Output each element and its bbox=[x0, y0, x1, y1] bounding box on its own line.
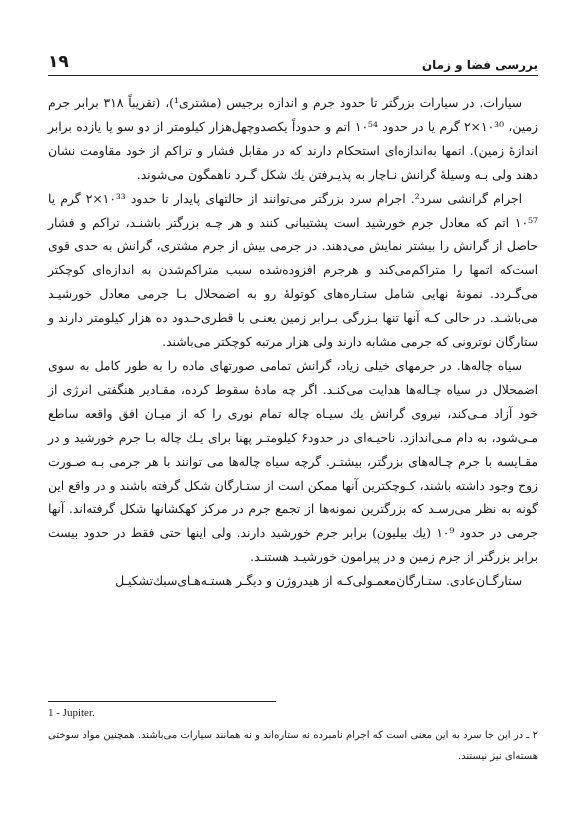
paragraph-cold-gravitational-bodies: اجرام گرانشی سرد². اجرام سرد بزرگتر می‌توانند از حالتهای پایدار تا حدود ۱۰³³×۲ گرم یا ۱۰⁵⁷ اتم که معادل جرم خورشید است پشتیبانی کنند و هر چـه بزرگتر باشنـد، تراکم و فشار حاصل از گرانش را بیشتر نمایش می‌دهند. در جرمی بیش از جرم مشتری، گرانش به حدی قوی است‌که اتمها را متراکم‌می‌کند و هرجرم افزوده‌شده سبب متراکم‌شدن به اندازه‌ای کوچکتر می‌گـردد. نمونهٔ نهایی شامل ستـاره‌های کوتولهٔ رو به اضمحلال بـا جرمی معادل خورشیـد می‌باشـد. در حالی کـه آنها تنها بـزرگی بـرابر زمین یعنـی با قطری‌حـدود ده هزار کیلومتر دارند و ستارگان نوترونی که جرمی مشابه دارند ولی هزار مرتبه کوچکتر می‌باشند. bbox=[48, 191, 538, 350]
body-text bbox=[48, 92, 538, 594]
header-divider bbox=[48, 75, 538, 76]
paragraph-black-holes: سیاه چاله‌ها. در جرمهای خیلی زیاد، گرانش تمامی صورتهای ماده را به طور کامل به سوی اضمحلال در سیاه چـاله‌ها هدایت می‌کنـد. اگر چه مادهٔ سقوط کرده، مقـادیر هنگفتی انرژی از خود آزاد مـی‌کند، نیروی گرانش یك سیـاه چاله تمام نوری را که از میـان افق واقعه ساطع مـی‌شود، به دام مـی‌اندازد. ناحیـه‌ای در حدود۶ کیلومتـر پهنا برای یـك چاله بـا جرم خورشید و در مقـایسه با جرم چـاله‌های بزرگتر، بیشتـر. گرچه سیاه چاله‌ها می توانند با هر جرمی بـه صـورت زوج وجود داشته باشند، کـوچکترین آنها ممکن است از ستـارگان شکل گرفته باشند و در واقع این گونه به نظر می‌رسـد که بزرگترین نمونه‌ها از تجمع جرم در مرکز کهکشانها شکل گرفته‌اند. آنها جرمی در حدود ۱۰⁹ (یك بیلیون) برابر جرم خورشید دارند. ولی اینها حتی فقط در حدود بیست برابر بزرگتر از جرم زمین و در پیرامون خورشیـد هستنـد. bbox=[48, 358, 538, 565]
footnote-1: 1 - Jupiter. bbox=[48, 707, 95, 719]
running-title: بررسی فضا و زمان bbox=[421, 58, 538, 72]
footnote-2: ۲ ـ در این جا سرد به این معنی است که اجرام نامبرده نه ستاره‌اند و نه همانند سیارات می‌باشند. همچنین مواد سوختی هسته‌ای نیز نیستند. bbox=[48, 730, 538, 762]
paragraph-planets: سیارات. در سیارات بزرگتر تا حدود جرم و اندازه برجیس (مشتری¹)، (تقریباً ۳۱۸ برابر جرم زمین، ۱۰³⁰×۲ گرم یا در حدود ۱۰⁵⁴ اتم و حدوداً یکصدوچهل‌هزار کیلومتر از دو سو یا یازده برابر اندازهٔ زمین). اتمها به‌اندازه‌ای استحکام دارند که در مقابل فشار و تراکم از خود مقاومت نشان دهند ولی بـه وسیلهٔ گرانش نـاچار به پذیـرفتن یك شکل گـرد ناهمگون می‌شوند. bbox=[48, 96, 538, 182]
footnote-divider bbox=[48, 701, 276, 702]
page-header bbox=[48, 50, 538, 72]
page-number: ١٩ bbox=[48, 52, 69, 72]
paragraph-normal-stars: ستارگـان‌عادی. ستـارگان‌معمـولی‌کـه از هیدروژن و دیگـر هستـه‌هـای‌سبك‌تشکیـل bbox=[115, 574, 522, 589]
